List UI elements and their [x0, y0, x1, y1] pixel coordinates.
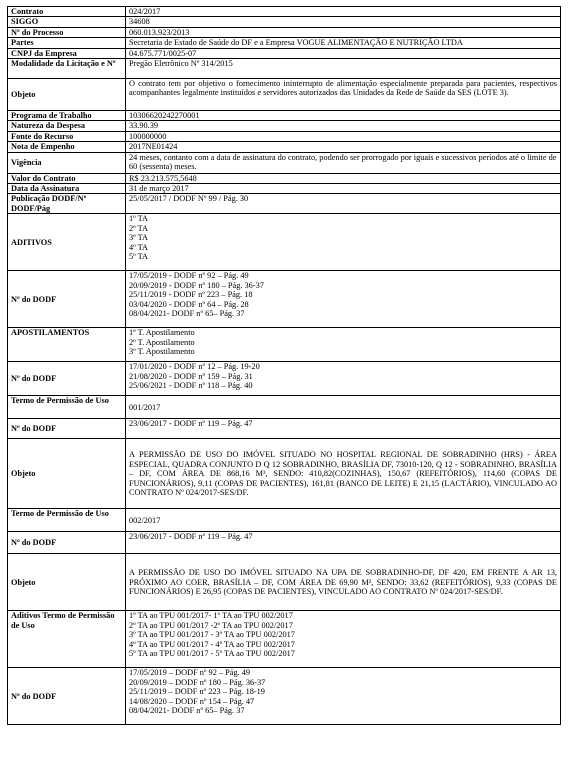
- label-assinatura: Data da Assinatura: [8, 184, 126, 194]
- aditivo-tpu-item: 4º TA ao TPU 001/2017 - 4º TA ao TPU 002/2017: [129, 639, 295, 649]
- label-modalidade: Modalidade da Licitação e Nº: [8, 59, 126, 79]
- row-cnpj: [8, 48, 561, 58]
- aditivo-tpu-item: 2º TA ao TPU 001/2017 -2º TA ao TPU 002/2017: [129, 620, 293, 630]
- label-tpu2: Termo de Permissão de Uso: [8, 509, 126, 532]
- value-valor: R$ 23.213.575,5648: [126, 173, 561, 183]
- label-aditivos: ADITIVOS: [8, 214, 126, 271]
- value-processo: 060.013.923/2013: [126, 27, 561, 37]
- value-aditivos-tpu-dodf: [126, 668, 561, 725]
- row-tpu2: [8, 509, 561, 532]
- aditivo-tpu-item: 1º TA ao TPU 001/2017- 1º TA ao TPU 002/2017: [129, 611, 293, 621]
- value-cnpj: 04.675.771/0025-07: [126, 48, 561, 58]
- row-objeto: [8, 79, 561, 111]
- value-tpu1-dodf: 23/06/2017 - DODF nº 119 – Pág. 47: [126, 419, 561, 439]
- value-objeto: O contrato tem por objetivo o fornecimento ininterrupto de alimentação especialmente preparada para pacientes, respectivos acompanhantes legalmente instituídos e servidores autorizados das Unidades da Rede de Saúde da SES (LOTE 3).: [126, 79, 561, 111]
- value-modalidade: Pregão Eletrônico Nº 314/2015: [126, 59, 561, 79]
- value-programa: 10306620242270001: [126, 111, 561, 121]
- row-valor: [8, 173, 561, 183]
- row-partes: [8, 38, 561, 48]
- value-aditivos-dodf: [126, 271, 561, 328]
- row-tpu2-dodf: [8, 532, 561, 554]
- label-processo: Nº do Processo: [8, 27, 126, 37]
- row-siggo: [8, 17, 561, 27]
- dodf-item: 17/01/2020 - DODF nº 12 – Pág. 19-20: [129, 362, 260, 372]
- aditivo-tpu-item: 3º TA ao TPU 001/2017 - 3º TA ao TPU 002/2017: [129, 630, 295, 640]
- row-aditivos-tpu-dodf: [8, 668, 561, 725]
- value-tpu2: 002/2017: [126, 509, 561, 532]
- row-apostilamentos-dodf: [8, 362, 561, 396]
- label-empenho: Nota de Empenho: [8, 142, 126, 152]
- value-empenho: 2017NE01424: [126, 142, 561, 152]
- value-contrato: 024/2017: [126, 7, 561, 17]
- row-tpu2-objeto: [8, 554, 561, 611]
- contract-table: [7, 6, 561, 725]
- label-tpu1-dodf: Nº do DODF: [8, 419, 126, 439]
- row-aditivos-dodf: [8, 271, 561, 328]
- value-tpu1-objeto: A PERMISSÃO DE USO DO IMÓVEL SITUADO NO HOSPITAL REGIONAL DE SOBRADINHO (HRS) - ÁREA ESPECIAL, QUADRA CONJUNTO D Q 12 SOBRADINHO, BRASÍLIA DF, 73010-120, Q 12 - SOBRADINHO, BRASÍLIA – DF, COM ÁREA DE 868,16 M², SENDO: 410,82(COZINHAS), 150,67 (REFEITÓRIOS), 114,60 (COPAS DE FUNCIONÁRIOS), 9,11 (COPAS DE PACIENTES), 161,81 (BANCO DE LEITE) E 21,15 (LACTÁRIO), VINCULADO AO CONTRATO Nº 024/2017-SES/DF.: [126, 439, 561, 509]
- label-tpu1-objeto: Objeto: [8, 439, 126, 509]
- aditivo-item: 5º TA: [129, 252, 149, 262]
- dodf-item: 14/08/2020 – DODF nº 154 – Pág. 47: [129, 696, 255, 706]
- row-contrato: [8, 7, 561, 17]
- value-publicacao: 25/05/2017 / DODF Nº 99 / Pág. 30: [126, 194, 561, 214]
- aditivo-item: 3º TA: [129, 233, 149, 243]
- value-natureza: 33.90.39: [126, 121, 561, 131]
- row-assinatura: [8, 184, 561, 194]
- dodf-item: 17/05/2019 – DODF nº 92 – Pág. 49: [129, 668, 251, 678]
- label-natureza: Natureza da Despesa: [8, 121, 126, 131]
- dodf-item: 21/08/2020 - DODF nº 159 – Pág. 31: [129, 371, 253, 381]
- row-natureza: [8, 121, 561, 131]
- row-vigencia: [8, 152, 561, 173]
- value-tpu1: 001/2017: [126, 396, 561, 419]
- label-cnpj: CNPJ da Empresa: [8, 48, 126, 58]
- label-programa: Programa de Trabalho: [8, 111, 126, 121]
- apostilamento-item: 1º T. Apostilamento: [129, 328, 195, 338]
- row-modalidade: [8, 59, 561, 79]
- dodf-item: 25/11/2019 - DODF nº 223 – Pág. 18: [129, 290, 253, 300]
- label-valor: Valor do Contrato: [8, 173, 126, 183]
- value-apostilamentos-dodf: [126, 362, 561, 396]
- row-publicacao: [8, 194, 561, 214]
- value-aditivos: [126, 214, 561, 271]
- row-fonte: [8, 131, 561, 141]
- aditivo-item: 4º TA: [129, 242, 149, 252]
- value-fonte: 100000000: [126, 131, 561, 141]
- row-apostilamentos: [8, 328, 561, 362]
- value-tpu2-dodf: 23/06/2017 - DODF nº 119 – Pág. 47: [126, 532, 561, 554]
- row-empenho: [8, 142, 561, 152]
- row-tpu1: [8, 396, 561, 419]
- row-programa: [8, 111, 561, 121]
- label-tpu2-dodf: Nº do DODF: [8, 532, 126, 554]
- label-siggo: SIGGO: [8, 17, 126, 27]
- apostilamento-item: 3º T. Apostilamento: [129, 347, 195, 357]
- label-apostilamentos: APOSTILAMENTOS: [8, 328, 126, 362]
- dodf-item: 08/04/2021- DODF nº 65– Pág. 37: [129, 706, 245, 716]
- aditivo-tpu-item: 5º TA ao TPU 001/2017 - 5º TA ao TPU 002/2017: [129, 649, 295, 659]
- value-aditivos-tpu: [126, 611, 561, 668]
- dodf-item: 25/06/2021 - DODF nº 118 – Pág. 40: [129, 381, 253, 391]
- label-tpu2-objeto: Objeto: [8, 554, 126, 611]
- dodf-item: 08/04/2021- DODF nº 65– Pág. 37: [129, 309, 245, 319]
- dodf-item: 25/11/2019 – DODF nº 223 – Pág. 18-19: [129, 687, 265, 697]
- dodf-item: 03/04/2020 - DODF nº 64 – Pág. 28: [129, 299, 249, 309]
- dodf-item: 20/09/2019 – DODF nº 180 – Pág. 36-37: [129, 677, 266, 687]
- value-vigencia: 24 meses, contanto com a data de assinatura do contrato, podendo ser prorrogado por iguais e sucessivos períodos até o limite de 60 (sessenta) meses.: [126, 152, 561, 173]
- value-apostilamentos: [126, 328, 561, 362]
- label-objeto: Objeto: [8, 79, 126, 111]
- apostilamento-item: 2º T. Apostilamento: [129, 337, 195, 347]
- value-siggo: 34608: [126, 17, 561, 27]
- label-aditivos-tpu: Aditivos Termo de Permissão de Uso: [8, 611, 126, 668]
- label-publicacao: Publicação DODF/Nº DODF/Pág: [8, 194, 126, 214]
- row-aditivos: [8, 214, 561, 271]
- row-tpu1-dodf: [8, 419, 561, 439]
- value-partes: Secretaria de Estado de Saúde do DF e a Empresa VOGUE ALIMENTAÇÃO E NUTRIÇÃO LTDA: [126, 38, 561, 48]
- aditivo-item: 2º TA: [129, 223, 149, 233]
- label-apostilamentos-dodf: Nº do DODF: [8, 362, 126, 396]
- label-tpu1: Termo de Permissão de Uso: [8, 396, 126, 419]
- label-aditivos-dodf: Nº do DODF: [8, 271, 126, 328]
- value-assinatura: 31 de março 2017: [126, 184, 561, 194]
- row-tpu1-objeto: [8, 439, 561, 509]
- dodf-item: 17/05/2019 - DODF nº 92 – Pág. 49: [129, 271, 249, 281]
- value-tpu2-objeto: A PERMISSÃO DE USO DO IMÓVEL SITUADO NA UPA DE SOBRADINHO-DF, DF 420, EM FRENTE A AR 13, PRÓXIMO AO COER, BRASÍLIA – DF, COM ÁREA DE 69,90 M², SENDO: 33,62 (REFEITÓRIOS), 9,33 (COPAS DE FUNCIONÁRIOS) E 26,95 (COPAS DE PACIENTES), VINCULADO AO CONTRATO Nº 024/2017-SES/DF.: [126, 554, 561, 611]
- label-aditivos-tpu-dodf: Nº do DODF: [8, 668, 126, 725]
- label-contrato: Contrato: [8, 7, 126, 17]
- label-partes: Partes: [8, 38, 126, 48]
- dodf-item: 20/09/2019 - DODF nº 180 – Pág. 36-37: [129, 280, 264, 290]
- aditivo-item: 1º TA: [129, 214, 149, 224]
- row-processo: [8, 27, 561, 37]
- label-fonte: Fonte do Recurso: [8, 131, 126, 141]
- label-vigencia: Vigência: [8, 152, 126, 173]
- row-aditivos-tpu: [8, 611, 561, 668]
